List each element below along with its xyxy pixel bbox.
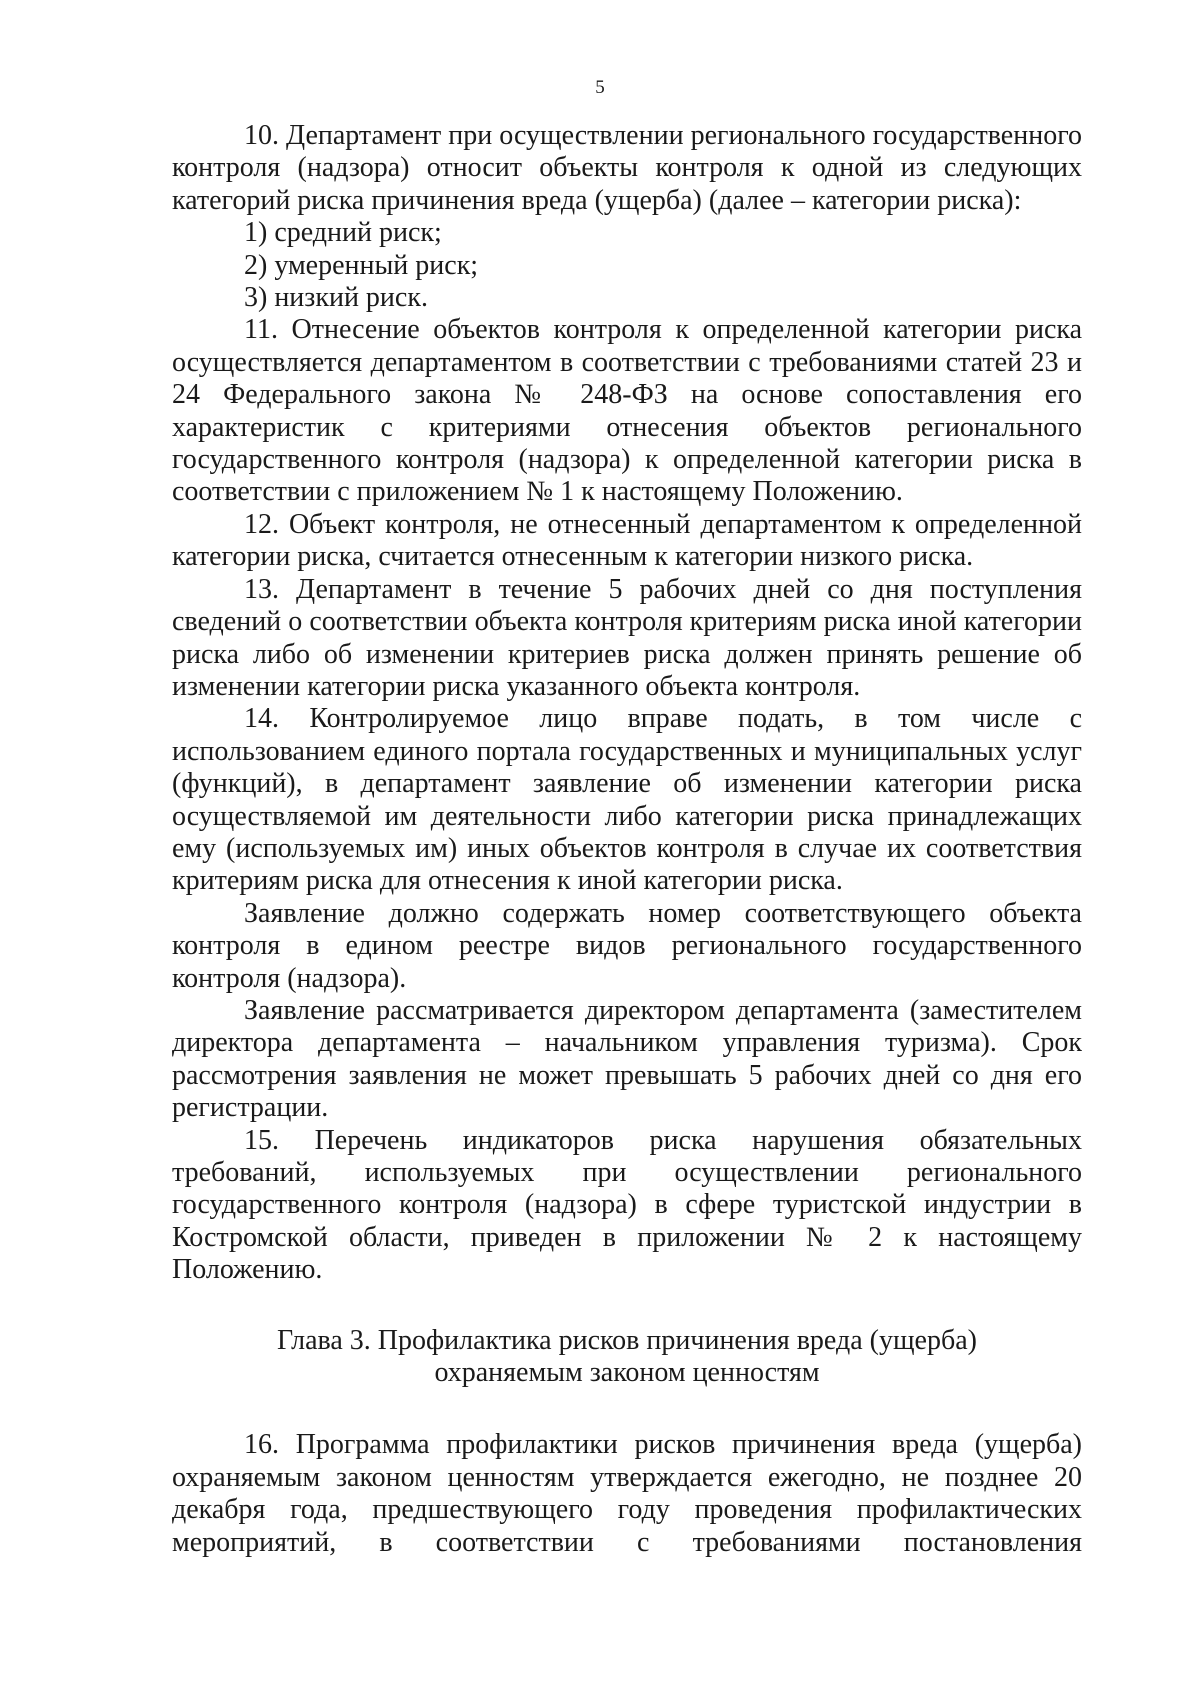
paragraph-16: 16. Программа профилактики рисков причинения вреда (ущерба) охраняемым законом ценностям утверждается ежегодно, не позднее 20 декабря года, предшествующего году проведения профилактических мероприятий, в соответствии с требованиями постановления <box>172 1429 1082 1558</box>
page-number: 5 <box>595 77 605 98</box>
paragraph-14-application-content: Заявление должно содержать номер соответствующего объекта контроля в едином реестре видов регионального государственного контроля (надзора). <box>172 897 1082 994</box>
risk-category-item-2: 2) умеренный риск; <box>244 249 479 281</box>
paragraph-15: 15. Перечень индикаторов риска нарушения обязательных требований, используемых при осуществлении регионального государственного контроля (надзора) в сфере туристской индустрии в Костромской области, приведен в приложении № 2 к настоящему Положению. <box>172 1124 1082 1286</box>
paragraph-14: 14. Контролируемое лицо вправе подать, в том числе с использованием единого портала государственных и муниципальных услуг (функций), в департамент заявление об изменении категории риска осуществляемой им деятельности либо категории риска принадлежащих ему (используемых им) иных объектов контроля в случае их соответствия критериям риска для отнесения к иной категории риска. <box>172 703 1082 897</box>
chapter-title-line-2: охраняемым законом ценностям <box>434 1357 820 1389</box>
chapter-title-line-1: Глава 3. Профилактика рисков причинения вреда (ущерба) <box>277 1324 977 1356</box>
risk-category-item-1: 1) средний риск; <box>244 217 442 249</box>
paragraph-14-application-review: Заявление рассматривается директором департамента (заместителем директора департамента – начальником управления туризма). Срок рассмотрения заявления не может превышать 5 рабочих дней со дня его регистрации. <box>172 994 1082 1124</box>
chapter-heading <box>172 1325 1082 1390</box>
paragraph-12: 12. Объект контроля, не отнесенный департаментом к определенной категории риска, считается отнесенным к категории низкого риска. <box>172 508 1082 573</box>
paragraph-11: 11. Отнесение объектов контроля к определенной категории риска осуществляется департаментом в соответствии с требованиями статей 23 и 24 Федерального закона № 248-ФЗ на основе сопоставления его характеристик с критериями отнесения объектов регионального государственного контроля (надзора) к определенной категории риска в соответствии с приложением № 1 к настоящему Положению. <box>172 314 1082 508</box>
paragraph-13: 13. Департамент в течение 5 рабочих дней со дня поступления сведений о соответствии объекта контроля критериям риска иной категории риска либо об изменении критериев риска должен принять решение об изменении категории риска указанного объекта контроля. <box>172 573 1082 702</box>
paragraph-10: 10. Департамент при осуществлении регионального государственного контроля (надзора) относит объекты контроля к одной из следующих категорий риска причинения вреда (ущерба) (далее – категории риска): <box>172 120 1082 216</box>
document-body <box>172 120 1082 1559</box>
risk-category-item-3: 3) низкий риск. <box>244 282 428 314</box>
